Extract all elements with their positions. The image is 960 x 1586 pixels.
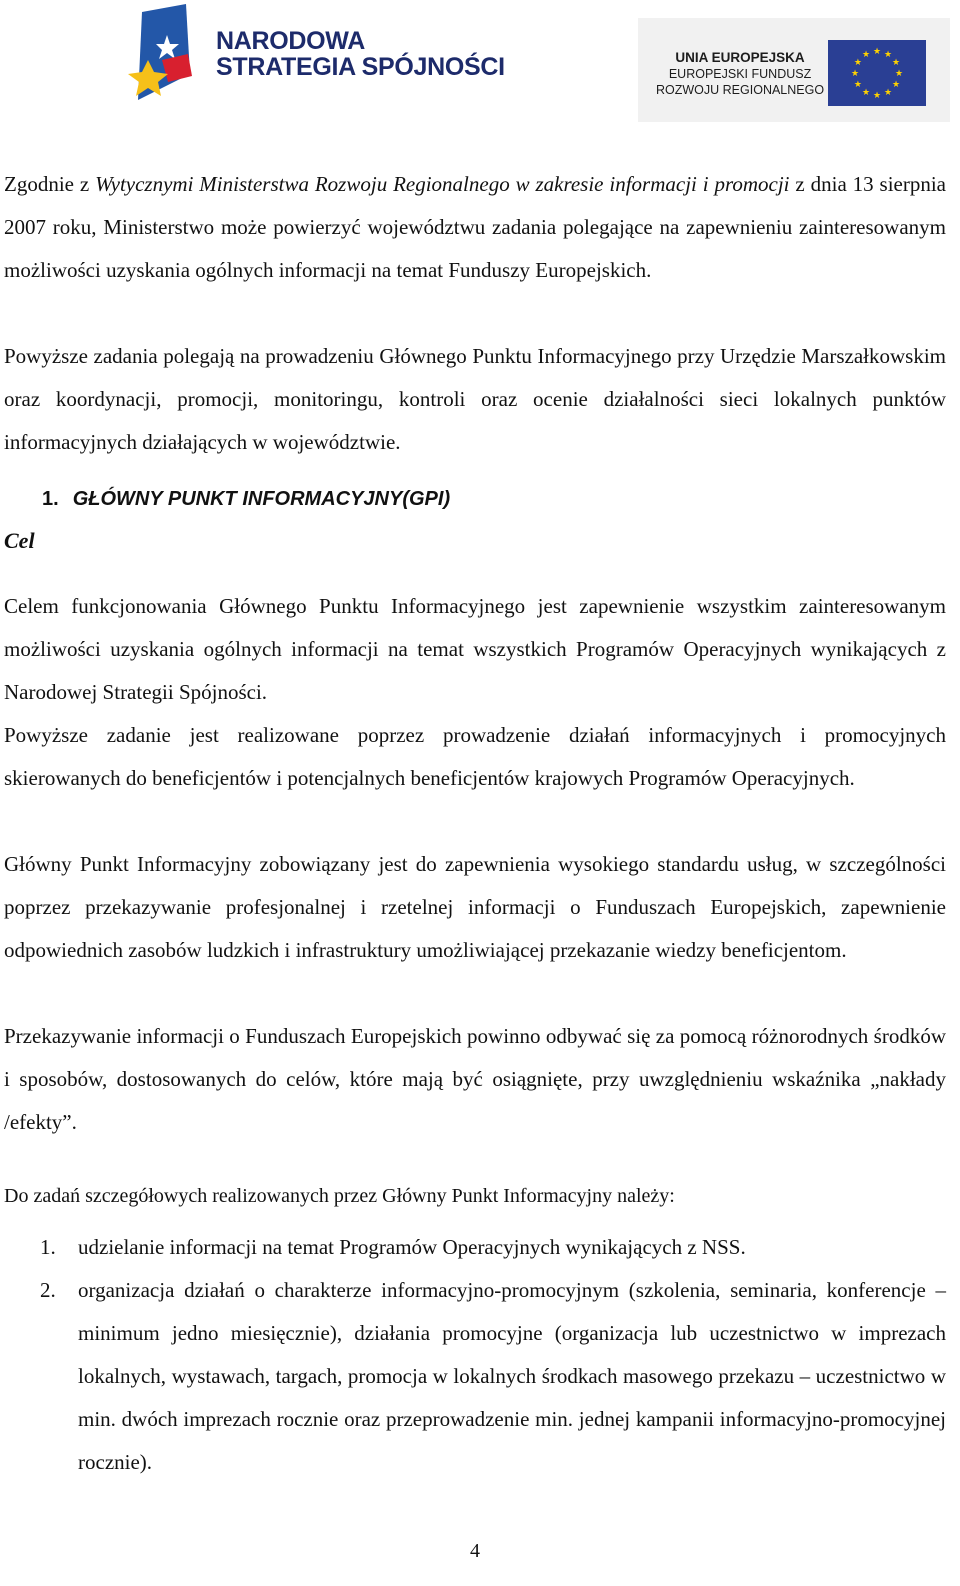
eu-logo-line1: UNIA EUROPEJSKA: [675, 50, 805, 65]
eu-logo-line3: ROZWOJU REGIONALNEGO: [656, 83, 825, 97]
section-heading: [42, 488, 450, 511]
eu-star-icon: ★: [861, 88, 871, 99]
guidelines-title: Wytycznymi Ministerstwa Rozwoju Regionalnego w zakresie informacji i promocji: [95, 172, 790, 196]
list-item-text: udzielanie informacji na temat Programów Operacyjnych wynikających z NSS.: [78, 1235, 746, 1259]
page-number: 4: [470, 1540, 480, 1562]
nss-logo-text: [216, 28, 505, 80]
paragraph-goal: Celem funkcjonowania Głównego Punktu Informacyjnego jest zapewnienie wszystkim zainteresowanym możliwości uzyskania ogólnych informacji na temat wszystkich Programów Operacyjnych wynikających z Narodowej Strategii Spójności.: [4, 594, 946, 704]
eu-star-icon: ★: [872, 91, 882, 101]
paragraph-intro-post: z dnia 13 sierpnia 2007 roku, Ministerstwo może powierzyć województwu zadania polegające na zapewnieniu zainteresowanym możliwości uzyskania ogólnych informacji na temat Funduszy Europejskich.: [4, 172, 946, 282]
eu-logo: [638, 18, 950, 122]
eu-star-icon: ★: [853, 80, 862, 90]
list-item-text: organizacja działań o charakterze informacyjno-promocyjnym (szkolenia, seminaria, konferencje – minimum jedno miesięcznie), działania promocyjne (organizacja lub uczestnictwo w imprezach lokalnych, wystawach, targach, promocja w lokalnych środkach masowego przekazu – uczestnictwo w min. dwóch imprezach rocznie oraz przeprowadzenie min. jednej kampanii informacyjno-promocyjnej rocznie).: [78, 1278, 946, 1474]
paragraph-intro-pre: Zgodnie z: [4, 172, 96, 196]
eu-flag-icon: [828, 40, 926, 106]
eu-star-icon: ★: [892, 80, 901, 90]
paragraph-intro: [4, 163, 946, 292]
paragraph-realization: Powyższe zadanie jest realizowane poprzez prowadzenie działań informacyjnych i promocyjnych skierowanych do beneficjentów i potencjalnych beneficjentów krajowych Programów Operacyjnych.: [4, 723, 946, 790]
eu-logo-text: [656, 50, 824, 98]
paragraph-funds-info: Przekazywanie informacji o Funduszach Europejskich powinno odbywać się za pomocą różnorodnych środków i sposobów, dostosowanych do celów, które mają być osiągnięte, przy uwzględnieniu wskaźnika „nakłady /efekty”.: [4, 1024, 946, 1134]
eu-logo-line2: EUROPEJSKI FUNDUSZ: [668, 67, 812, 81]
nss-logo: [128, 4, 528, 106]
eu-star-icon: ★: [894, 69, 904, 79]
eu-star-icon: ★: [861, 49, 871, 60]
nss-logo-line2: STRATEGIA SPÓJNOŚCI: [216, 53, 505, 81]
nss-logo-line1: NARODOWA: [216, 27, 365, 55]
page-header: [0, 0, 960, 135]
subheading-cel: Cel: [4, 528, 35, 553]
eu-star-icon: ★: [850, 69, 860, 79]
eu-star-icon: ★: [872, 47, 882, 57]
eu-star-icon: ★: [892, 58, 901, 68]
nss-star-emblem-icon: [128, 4, 208, 106]
eu-star-icon: ★: [883, 49, 893, 60]
section-number: 1.: [42, 488, 59, 510]
list-item-number: 1.: [40, 1235, 56, 1259]
list-item-number: 2.: [40, 1278, 56, 1302]
paragraph-standard: Główny Punkt Informacyjny zobowiązany jest do zapewnienia wysokiego standardu usług, w szczególności poprzez przekazywanie profesjonalnej i rzetelnej informacji o Funduszach Europejskich, zapewnienie odpowiednich zasobów ludzkich i infrastruktury umożliwiającej przekazanie wiedzy beneficjentom.: [4, 852, 946, 962]
paragraph-tasks: Powyższe zadania polegają na prowadzeniu Głównego Punktu Informacyjnego przy Urzędzie Marszałkowskim oraz koordynacji, promocji, monitoringu, kontroli oraz ocenie działalności sieci lokalnych punktów informacyjnych działających w województwie.: [4, 344, 946, 454]
eu-star-icon: ★: [853, 58, 862, 68]
eu-star-icon: ★: [883, 88, 893, 99]
section-title: GŁÓWNY PUNKT INFORMACYJNY(GPI): [72, 488, 451, 510]
list-intro: Do zadań szczegółowych realizowanych przez Główny Punkt Informacyjny należy:: [4, 1185, 675, 1207]
